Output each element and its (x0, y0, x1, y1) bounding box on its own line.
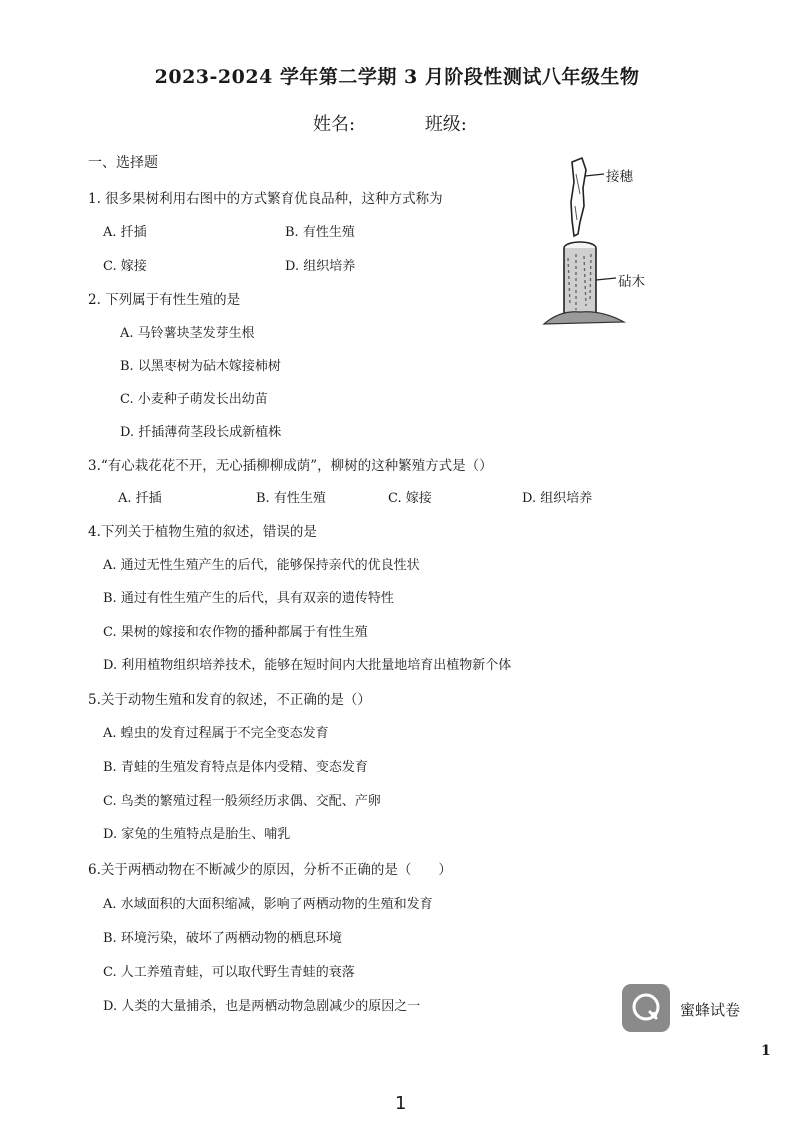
page-title: 2023-2024 学年第二学期 3 月阶段性测试八年级生物 (154, 66, 640, 88)
option-a: A. 通过无性生殖产生的后代，能够保持亲代的优良性状 (103, 558, 420, 573)
option-d: D. 组织培养 (285, 259, 356, 274)
question-stem: 2. 下列属于有性生殖的是 (88, 292, 241, 308)
option-c: C. 人工养殖青蛙，可以取代野生青蛙的衰落 (103, 965, 355, 980)
question-stem: 5.关于动物生殖和发育的叙述，不正确的是（） (88, 692, 371, 708)
question-stem: 1. 很多果树利用右图中的方式繁育优良品种，这种方式称为 (88, 191, 443, 207)
name-label: 姓名: (313, 114, 356, 135)
option-a: A. 马铃薯块茎发芽生根 (120, 326, 255, 341)
page-number: 1 (395, 1093, 407, 1114)
option-b: B. 以黑枣树为砧木嫁接柿树 (120, 359, 281, 374)
option-d: D. 扦插薄荷茎段长成新植株 (120, 425, 282, 440)
watermark-text: 蜜蜂试卷 (680, 1001, 741, 1019)
bee-logo-icon (622, 984, 670, 1032)
option-d: D. 组织培养 (522, 491, 593, 506)
option-a: A. 扦插 (118, 491, 162, 506)
option-c: C. 嫁接 (388, 491, 432, 506)
question-stem: 4.下列关于植物生殖的叙述，错误的是 (88, 524, 317, 540)
page-number-small: 1 (761, 1043, 771, 1059)
option-a: A. 扦插 (103, 225, 147, 240)
grafting-diagram (540, 154, 660, 329)
question-stem: 6.关于两栖动物在不断减少的原因，分析不正确的是（ ） (88, 862, 452, 878)
option-c: C. 小麦种子萌发长出幼苗 (120, 392, 268, 407)
watermark-logo (622, 984, 670, 1032)
option-d: D. 人类的大量捕杀，也是两栖动物急剧减少的原因之一 (103, 999, 421, 1014)
stock-label: 砧木 (618, 274, 645, 290)
option-c: C. 鸟类的繁殖过程一般须经历求偶、交配、产卵 (103, 794, 381, 809)
scion-label: 接穗 (606, 169, 633, 185)
question-stem: 3.“有心栽花花不开，无心插柳柳成荫”，柳树的这种繁殖方式是（） (88, 458, 493, 474)
section-title: 一、选择题 (88, 155, 158, 171)
option-b: B. 通过有性生殖产生的后代，具有双亲的遗传特性 (103, 591, 394, 606)
option-a: A. 蝗虫的发育过程属于不完全变态发育 (103, 726, 329, 741)
option-c: C. 果树的嫁接和农作物的播种都属于有性生殖 (103, 625, 368, 640)
option-a: A. 水域面积的大面积缩减，影响了两栖动物的生殖和发育 (103, 897, 433, 912)
class-label: 班级: (424, 114, 467, 135)
option-b: B. 有性生殖 (256, 491, 326, 506)
scion-shape (571, 158, 586, 236)
option-b: B. 环境污染，破坏了两栖动物的栖息环境 (103, 931, 342, 946)
student-info (313, 110, 467, 136)
option-c: C. 嫁接 (103, 259, 147, 274)
option-b: B. 有性生殖 (285, 225, 355, 240)
option-b: B. 青蛙的生殖发育特点是体内受精、变态发育 (103, 760, 368, 775)
option-d: D. 家兔的生殖特点是胎生、哺乳 (103, 827, 291, 842)
option-d: D. 利用植物组织培养技术，能够在短时间内大批量地培育出植物新个体 (103, 658, 512, 673)
